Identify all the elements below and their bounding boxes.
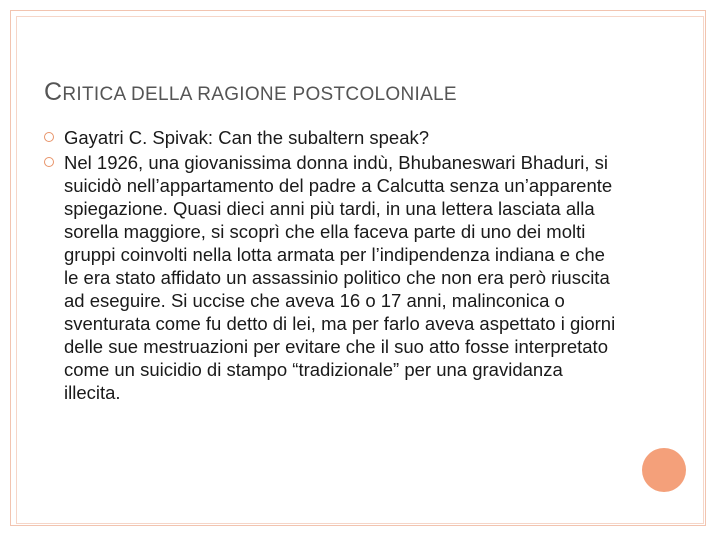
bullet-text: Gayatri C. Spivak: Can the subaltern speak?: [64, 127, 430, 148]
bullet-item: [44, 151, 624, 404]
slide-title-rest: RITICA DELLA RAGIONE POSTCOLONIALE: [62, 84, 457, 105]
bullet-list: [44, 126, 624, 404]
bullet-item: [44, 126, 624, 149]
slide-title: [44, 78, 457, 107]
bullet-circle-icon: [44, 157, 54, 167]
bullet-text: Nel 1926, una giovanissima donna indù, Bhubaneswari Bhaduri, si suicidò nell’appartamento del padre a Calcutta senza un’apparente spiegazione. Quasi dieci anni più tardi, in una lettera lasciata alla sorella maggiore, si scoprì che ella faceva parte di uno dei molti gruppi coinvolti nella lotta armata per l’indipendenza indiana e che le era stato affidato un assassinio politico che non era però riuscita ad eseguire. Si uccise che aveva 16 o 17 anni, malinconica o sventurata come fu detto di lei, ma per farlo aveva aspettato i giorni delle sue mestruazioni per evitare che il suo atto fosse interpretato come un suicidio di stampo “tradizionale” per una gravidanza illecita.: [64, 152, 616, 403]
bullet-circle-icon: [44, 132, 54, 142]
slide-title-initial: C: [44, 78, 63, 106]
decorative-circle: [642, 448, 686, 492]
